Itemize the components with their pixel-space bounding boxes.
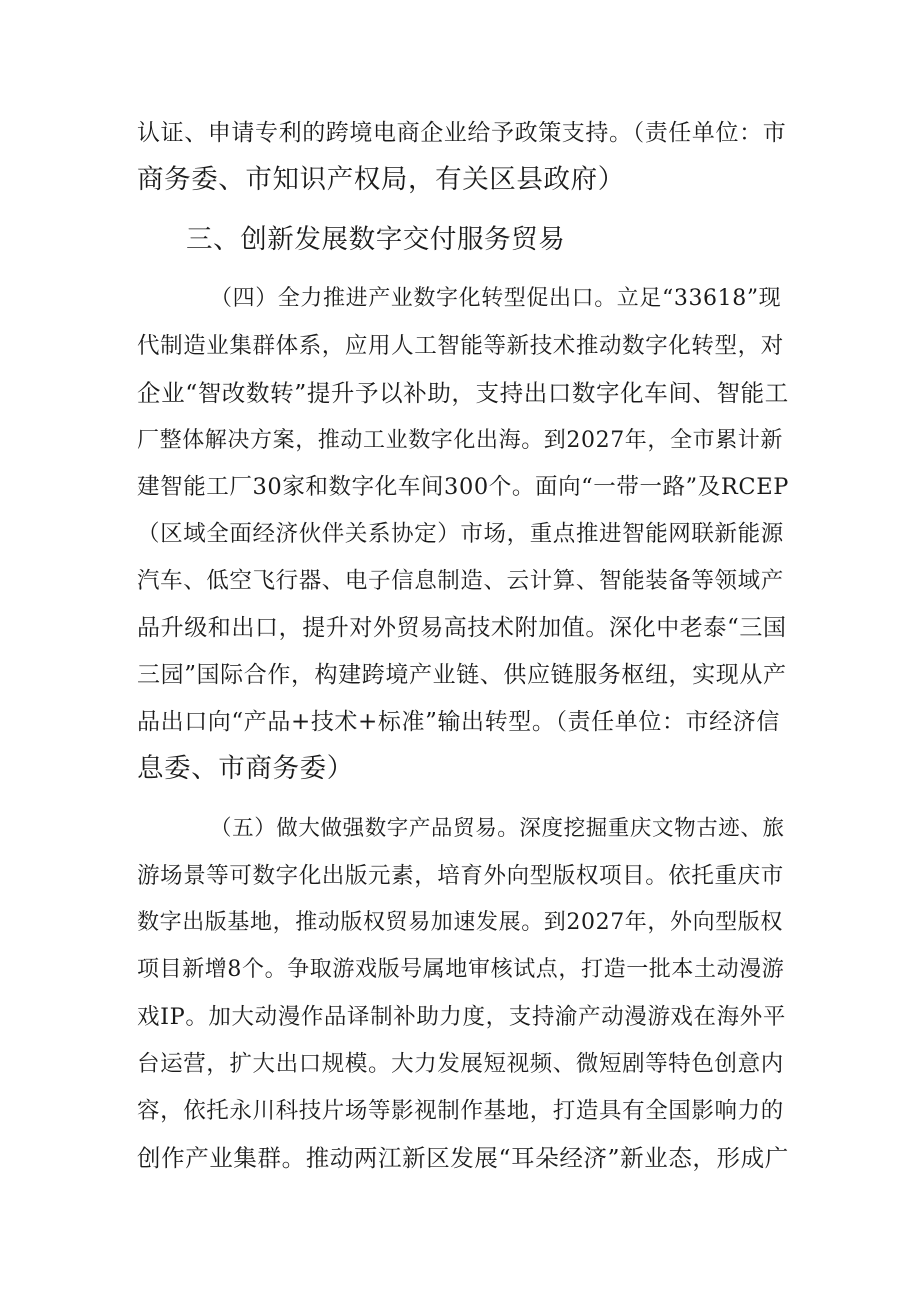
paragraph-line: （四）全力推进产业数字化转型促出口。立足“33618”现 (210, 286, 782, 311)
paragraph-line: 认证、申请专利的跨境电商企业给予政策支持。（责任单位：市 (137, 120, 787, 146)
section-heading: 三、创新发展数字交付服务贸易 (186, 224, 566, 255)
paragraph-line: 息委、市商务委） (137, 753, 354, 784)
paragraph-line: 台运营，扩大出口规模。大力发展短视频、微短剧等特色创意内 (137, 1051, 784, 1077)
paragraph-line: 创作产业集群。推动两江新区发展“耳朵经济”新业态，形成广 (137, 1144, 789, 1172)
paragraph-line: 容，依托永川科技片场等影视制作基地，打造具有全国影响力的 (137, 1098, 784, 1124)
paragraph-line: （五）做大做强数字产品贸易。深度挖掘重庆文物古迹、旅 (210, 816, 785, 841)
paragraph-line: （区域全面经济伙伴关系协定）市场，重点推进智能网联新能源 (137, 521, 784, 547)
paragraph-line: 戏IP。加大动漫作品译制补助力度，支持渝产动漫游戏在海外平 (137, 1004, 786, 1030)
paragraph-line: 建智能工厂30家和数字化车间300个。面向“一带一路”及RCEP (137, 474, 790, 500)
paragraph-line: 三园”国际合作，构建跨境产业链、供应链服务枢纽，实现从产 (137, 662, 787, 688)
paragraph-line: 代制造业集群体系，应用人工智能等新技术推动数字化转型，对 (137, 333, 784, 359)
paragraph-line: 品出口向“产品+技术+标准”输出转型。（责任单位：市经济信 (137, 709, 780, 735)
paragraph-line: 数字出版基地，推动版权贸易加速发展。到2027年，外向型版权 (137, 910, 783, 935)
paragraph-line: 项目新增8个。争取游戏版号属地审核试点，打造一批本土动漫游 (137, 957, 785, 982)
paragraph-line: 品升级和出口，提升对外贸易高技术附加值。深化中老泰“三国 (137, 615, 787, 641)
paragraph-line: 汽车、低空飞行器、电子信息制造、云计算、智能装备等领域产 (137, 568, 784, 594)
paragraph-line: 商务委、市知识产权局，有关区县政府） (137, 164, 625, 195)
paragraph-line: 厂整体解决方案，推动工业数字化出海。到2027年，全市累计新 (137, 428, 783, 453)
paragraph-line: 游场景等可数字化出版元素，培育外向型版权项目。依托重庆市 (137, 863, 784, 889)
paragraph-line: 企业“智改数转”提升予以补助，支持出口数字化车间、智能工 (137, 379, 789, 407)
